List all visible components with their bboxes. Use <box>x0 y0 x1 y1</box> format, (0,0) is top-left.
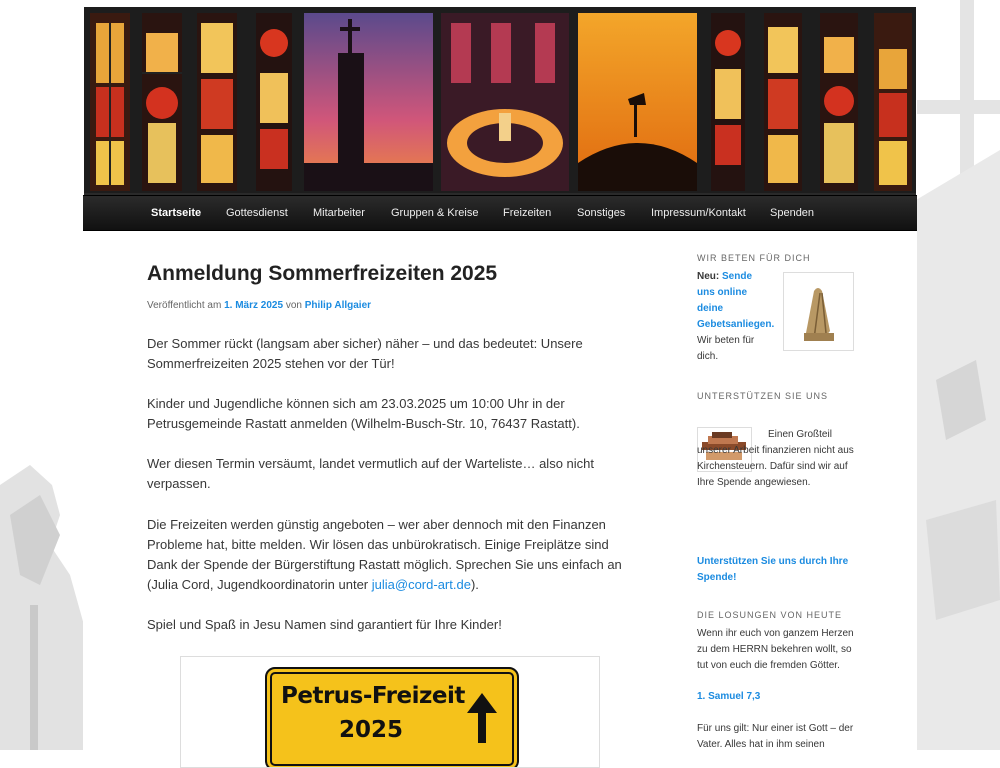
stained-glass-window-4 <box>256 13 292 191</box>
meta-by: von <box>285 300 302 311</box>
sign-text-line2: 2025 <box>339 717 404 743</box>
support-donate-link[interactable]: Unterstützen Sie uns durch Ihre Spende! <box>697 556 849 583</box>
post-meta <box>147 300 371 311</box>
widget-title-support: UNTERSTÜTZEN SIE UNS <box>697 391 829 401</box>
losungen-verse: Wenn ihr euch von ganzem Herzen zu dem HERRN bekehren wollt, so tut von euch die fremden Götter. <box>697 628 854 671</box>
widget-title-prayer: WIR BETEN FÜR DICH <box>697 253 811 263</box>
stained-glass-window-3 <box>197 13 237 191</box>
prayer-widget-text <box>697 269 775 365</box>
losungen-reference-link[interactable]: 1. Samuel 7,3 <box>697 691 761 702</box>
nav-item-impressum-kontakt[interactable]: Impressum/Kontakt <box>651 207 746 219</box>
para4-text: Die Freizeiten werden günstig angeboten – wer aber dennoch mit den Finanzen Probleme hat, bitte melden. Wir lösen das unbürokratisch. Einige Freiplätze sind Dank der Spende der Bürgerstiftung Rastatt möglich. Sprechen Sie uns einfach an (Julia Cord, Jugendkoordinatorin unter <box>147 517 622 592</box>
candles-circle-photo <box>441 13 569 191</box>
losungen-verse-2: Für uns gilt: Nur einer ist Gott – der Vater. Alles hat in ihm seinen <box>697 723 854 750</box>
weathervane-sunset-photo <box>578 13 697 191</box>
stained-glass-window-7 <box>820 13 858 191</box>
road-sign <box>265 667 519 768</box>
background-church-silhouette-left <box>0 455 84 750</box>
background-cross-silhouette-right <box>916 0 1000 750</box>
nav-item-startseite[interactable]: Startseite <box>151 207 202 219</box>
post-date-link[interactable]: 1. März 2025 <box>224 300 284 311</box>
nav-item-freizeiten[interactable]: Freizeiten <box>503 207 552 219</box>
prayer-request-link[interactable]: Sende uns online deine Gebetsanliegen. <box>697 271 775 330</box>
support-widget-text: Einen Großteil unserer Arbeit finanzieren nicht aus Kirchensteuern. Dafür sind wir auf Ihre Spende angewiesen. <box>697 429 854 488</box>
widget-title-losungen: DIE LOSUNGEN VON HEUTE <box>697 610 843 620</box>
sign-text-line1: Petrus-Freizeit <box>281 683 465 709</box>
praying-hands-image <box>783 272 854 351</box>
arrow-up-icon <box>465 691 499 745</box>
post-title[interactable]: Anmeldung Sommerfreizeiten 2025 <box>147 262 498 285</box>
stained-glass-window-6 <box>764 13 802 191</box>
prayer-new-label: Neu: <box>697 271 720 282</box>
post-paragraph-4 <box>147 515 632 595</box>
post-paragraph-1: Der Sommer rückt (langsam aber sicher) näher – und das bedeutet: Unsere Sommerfreizeiten 2025 stehen vor der Tür! <box>147 336 583 371</box>
nav-item-gottesdienst[interactable]: Gottesdienst <box>226 207 288 219</box>
para4-close: ). <box>470 577 479 592</box>
meta-prefix: Veröffentlicht am <box>147 300 222 311</box>
stained-glass-window-5 <box>711 13 745 191</box>
stained-glass-window-8 <box>874 13 912 191</box>
nav-item-mitarbeiter[interactable]: Mitarbeiter <box>313 207 365 219</box>
stained-glass-window-2 <box>142 13 182 191</box>
post-paragraph-3: Wer diesen Termin versäumt, landet vermutlich auf der Warteliste… also nicht verpassen. <box>147 456 594 491</box>
page-container <box>83 5 917 750</box>
post-paragraph-5: Spiel und Spaß in Jesu Namen sind garantiert für Ihre Kinder! <box>147 617 502 632</box>
post-author-link[interactable]: Philip Allgaier <box>304 300 372 311</box>
email-link[interactable]: julia@cord-art.de <box>371 577 471 592</box>
nav-item-spenden[interactable]: Spenden <box>770 207 815 219</box>
main-navigation <box>83 195 917 231</box>
nav-item-sonstiges[interactable]: Sonstiges <box>577 207 626 219</box>
freizeit-sign-image <box>180 656 600 768</box>
prayer-rest-text: Wir beten für dich. <box>697 335 755 362</box>
stained-glass-window-1 <box>90 13 130 191</box>
post-paragraph-2: Kinder und Jugendliche können sich am 23.03.2025 um 10:00 Uhr in der Petrusgemeinde Rastatt anmelden (Wilhelm-Busch-Str. 10, 76437 Rastatt). <box>147 396 580 431</box>
church-tower-sunset-photo <box>304 13 433 191</box>
nav-item-gruppen-kreise[interactable]: Gruppen & Kreise <box>391 207 479 219</box>
header-banner[interactable] <box>84 7 916 197</box>
